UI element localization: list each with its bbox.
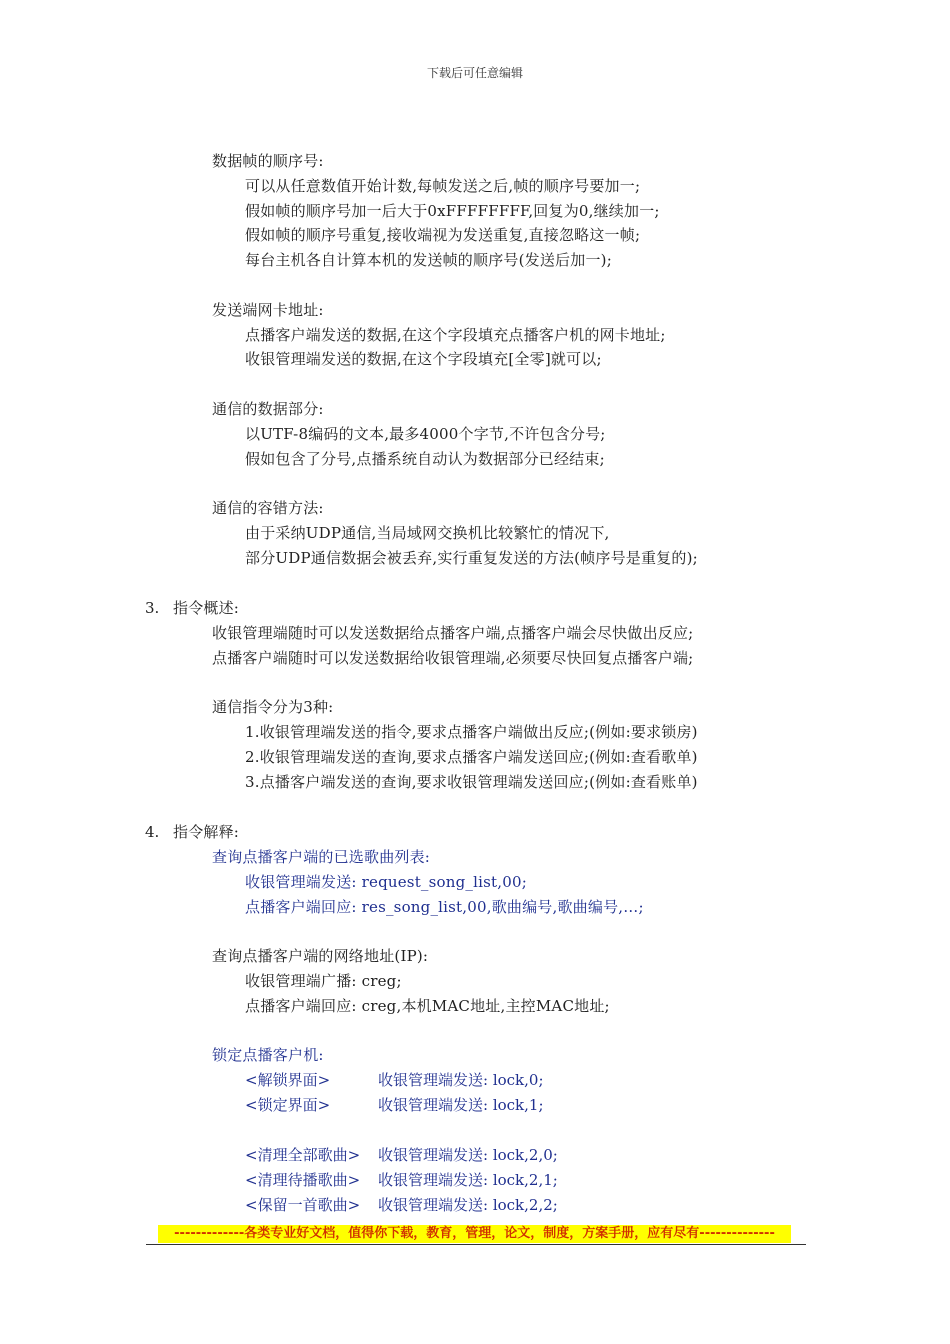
s3-line: 收银管理端随时可以发送数据给点播客户端,点播客户端会尽快做出反应; bbox=[212, 624, 694, 642]
section-title-3: 指令概述: bbox=[173, 599, 240, 617]
section-title-data: 通信的数据部分: bbox=[212, 400, 324, 418]
songlist-line: 收银管理端发送: request_song_list,00; bbox=[245, 873, 527, 891]
mac-line: 点播客户端发送的数据,在这个字段填充点播客户机的网卡地址; bbox=[245, 326, 666, 344]
lock-row-label: <解锁界面> bbox=[245, 1071, 331, 1089]
data-line: 以UTF-8编码的文本,最多4000个字节,不许包含分号; bbox=[245, 425, 606, 443]
lock-row-cmd: 收银管理端发送: lock,2,0; bbox=[378, 1146, 558, 1164]
s3-sub-line: 2.收银管理端发送的查询,要求点播客户端发送回应;(例如:查看歌单) bbox=[245, 748, 698, 766]
lock-row-label: <锁定界面> bbox=[245, 1096, 331, 1114]
section-title-4: 指令解释: bbox=[173, 823, 240, 841]
lock-title: 锁定点播客户机: bbox=[212, 1046, 324, 1064]
section-number-4: 4. bbox=[145, 823, 160, 841]
lock-row-cmd: 收银管理端发送: lock,1; bbox=[378, 1096, 544, 1114]
page-header: 下载后可任意编辑 bbox=[426, 66, 523, 80]
lock-row-label: <清理待播歌曲> bbox=[245, 1171, 361, 1189]
footer-banner: -------------各类专业好文档，值得你下载，教育，管理，论文，制度，方案手册，应有尽有-------------- bbox=[158, 1225, 791, 1243]
section-title-seq: 数据帧的顺序号: bbox=[212, 152, 324, 170]
data-line: 假如包含了分号,点播系统自动认为数据部分已经结束; bbox=[245, 450, 605, 468]
section-title-mac: 发送端网卡地址: bbox=[212, 301, 324, 319]
lock-row-label: <保留一首歌曲> bbox=[245, 1196, 361, 1214]
s3-line: 点播客户端随时可以发送数据给收银管理端,必须要尽快回复点播客户端; bbox=[212, 649, 694, 667]
footer-divider bbox=[146, 1244, 806, 1245]
lock-row-cmd: 收银管理端发送: lock,2,2; bbox=[378, 1196, 558, 1214]
fault-line: 由于采纳UDP通信,当局域网交换机比较繁忙的情况下, bbox=[245, 524, 610, 542]
fault-line: 部分UDP通信数据会被丢弃,实行重复发送的方法(帧序号是重复的); bbox=[245, 549, 698, 567]
ip-line: 点播客户端回应: creg,本机MAC地址,主控MAC地址; bbox=[245, 997, 610, 1015]
ip-title: 查询点播客户端的网络地址(IP): bbox=[212, 947, 429, 965]
seq-line: 假如帧的顺序号加一后大于0xFFFFFFFF,回复为0,继续加一; bbox=[245, 202, 660, 220]
seq-line: 每台主机各自计算本机的发送帧的顺序号(发送后加一); bbox=[245, 251, 612, 269]
songlist-line: 点播客户端回应: res_song_list,00,歌曲编号,歌曲编号,…; bbox=[245, 898, 644, 916]
songlist-title: 查询点播客户端的已选歌曲列表: bbox=[212, 848, 431, 866]
section-title-fault: 通信的容错方法: bbox=[212, 499, 324, 517]
lock-row-cmd: 收银管理端发送: lock,2,1; bbox=[378, 1171, 558, 1189]
lock-row-cmd: 收银管理端发送: lock,0; bbox=[378, 1071, 544, 1089]
mac-line: 收银管理端发送的数据,在这个字段填充[全零]就可以; bbox=[245, 350, 602, 368]
s3-sub-line: 3.点播客户端发送的查询,要求收银管理端发送回应;(例如:查看账单) bbox=[245, 773, 698, 791]
seq-line: 可以从任意数值开始计数,每帧发送之后,帧的顺序号要加一; bbox=[245, 177, 641, 195]
section-number-3: 3. bbox=[145, 599, 160, 617]
lock-row-label: <清理全部歌曲> bbox=[245, 1146, 361, 1164]
s3-sub-line: 1.收银管理端发送的指令,要求点播客户端做出反应;(例如:要求锁房) bbox=[245, 723, 698, 741]
seq-line: 假如帧的顺序号重复,接收端视为发送重复,直接忽略这一帧; bbox=[245, 226, 641, 244]
ip-line: 收银管理端广播: creg; bbox=[245, 972, 402, 990]
s3-subtitle: 通信指令分为3种: bbox=[212, 698, 334, 716]
